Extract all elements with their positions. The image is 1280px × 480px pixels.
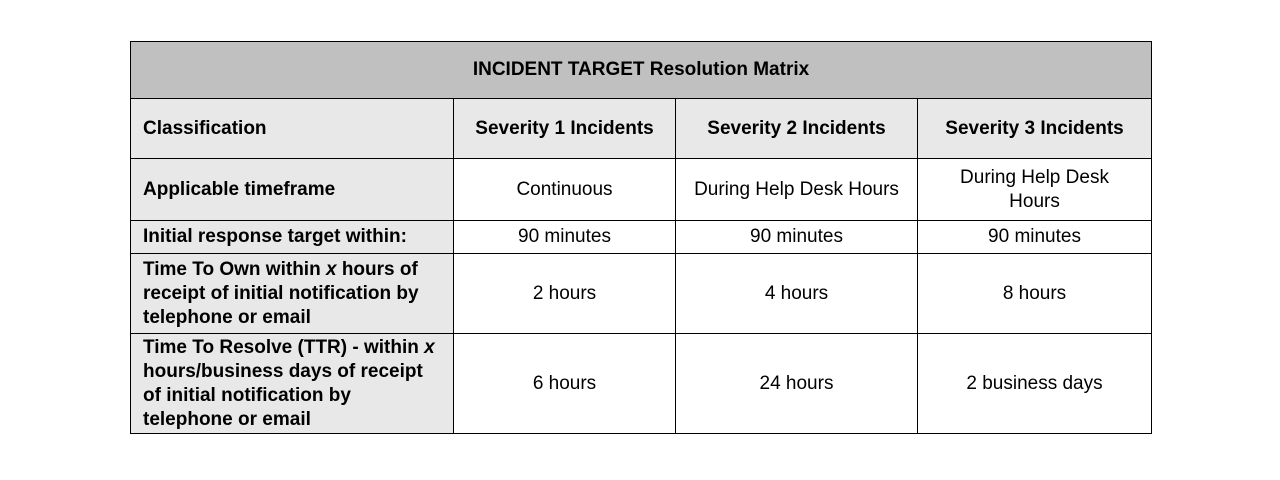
severity-1-header: Severity 1 Incidents [454,99,676,159]
table-header-row [131,99,1152,159]
table-title-row [131,42,1152,99]
severity-3-header: Severity 3 Incidents [918,99,1152,159]
severity-2-header: Severity 2 Incidents [676,99,918,159]
row-label-time-to-own [131,254,454,334]
table-row [131,334,1152,434]
cell-sev2-resolve: 24 hours [676,334,918,434]
cell-sev1-own: 2 hours [454,254,676,334]
row-label-initial-response: Initial response target within: [131,221,454,254]
table-row [131,159,1152,221]
cell-sev1-timeframe: Continuous [454,159,676,221]
label-part: Time To Resolve (TTR) - within [143,336,425,358]
incident-resolution-matrix [130,41,1152,434]
cell-sev3-response: 90 minutes [918,221,1152,254]
cell-sev1-response: 90 minutes [454,221,676,254]
cell-sev3-own: 8 hours [918,254,1152,334]
label-part: hours of receipt of initial notification by telephone or email [143,258,419,328]
row-label-timeframe: Applicable timeframe [131,159,454,221]
cell-sev3-resolve: 2 business days [918,334,1152,434]
classification-header: Classification [131,99,454,159]
cell-sev1-resolve: 6 hours [454,334,676,434]
row-label-time-to-resolve [131,334,454,434]
table-row [131,221,1152,254]
label-part: hours/business days of receipt of initial notification by telephone or email [143,360,423,430]
table-row [131,254,1152,334]
variable-x: x [424,336,435,358]
cell-sev2-response: 90 minutes [676,221,918,254]
table-title: INCIDENT TARGET Resolution Matrix [131,42,1152,99]
cell-sev2-timeframe: During Help Desk Hours [676,159,918,221]
cell-sev3-timeframe: During Help Desk Hours [918,159,1152,221]
cell-sev2-own: 4 hours [676,254,918,334]
variable-x: x [325,258,337,280]
label-part: Time To Own within [143,258,326,280]
